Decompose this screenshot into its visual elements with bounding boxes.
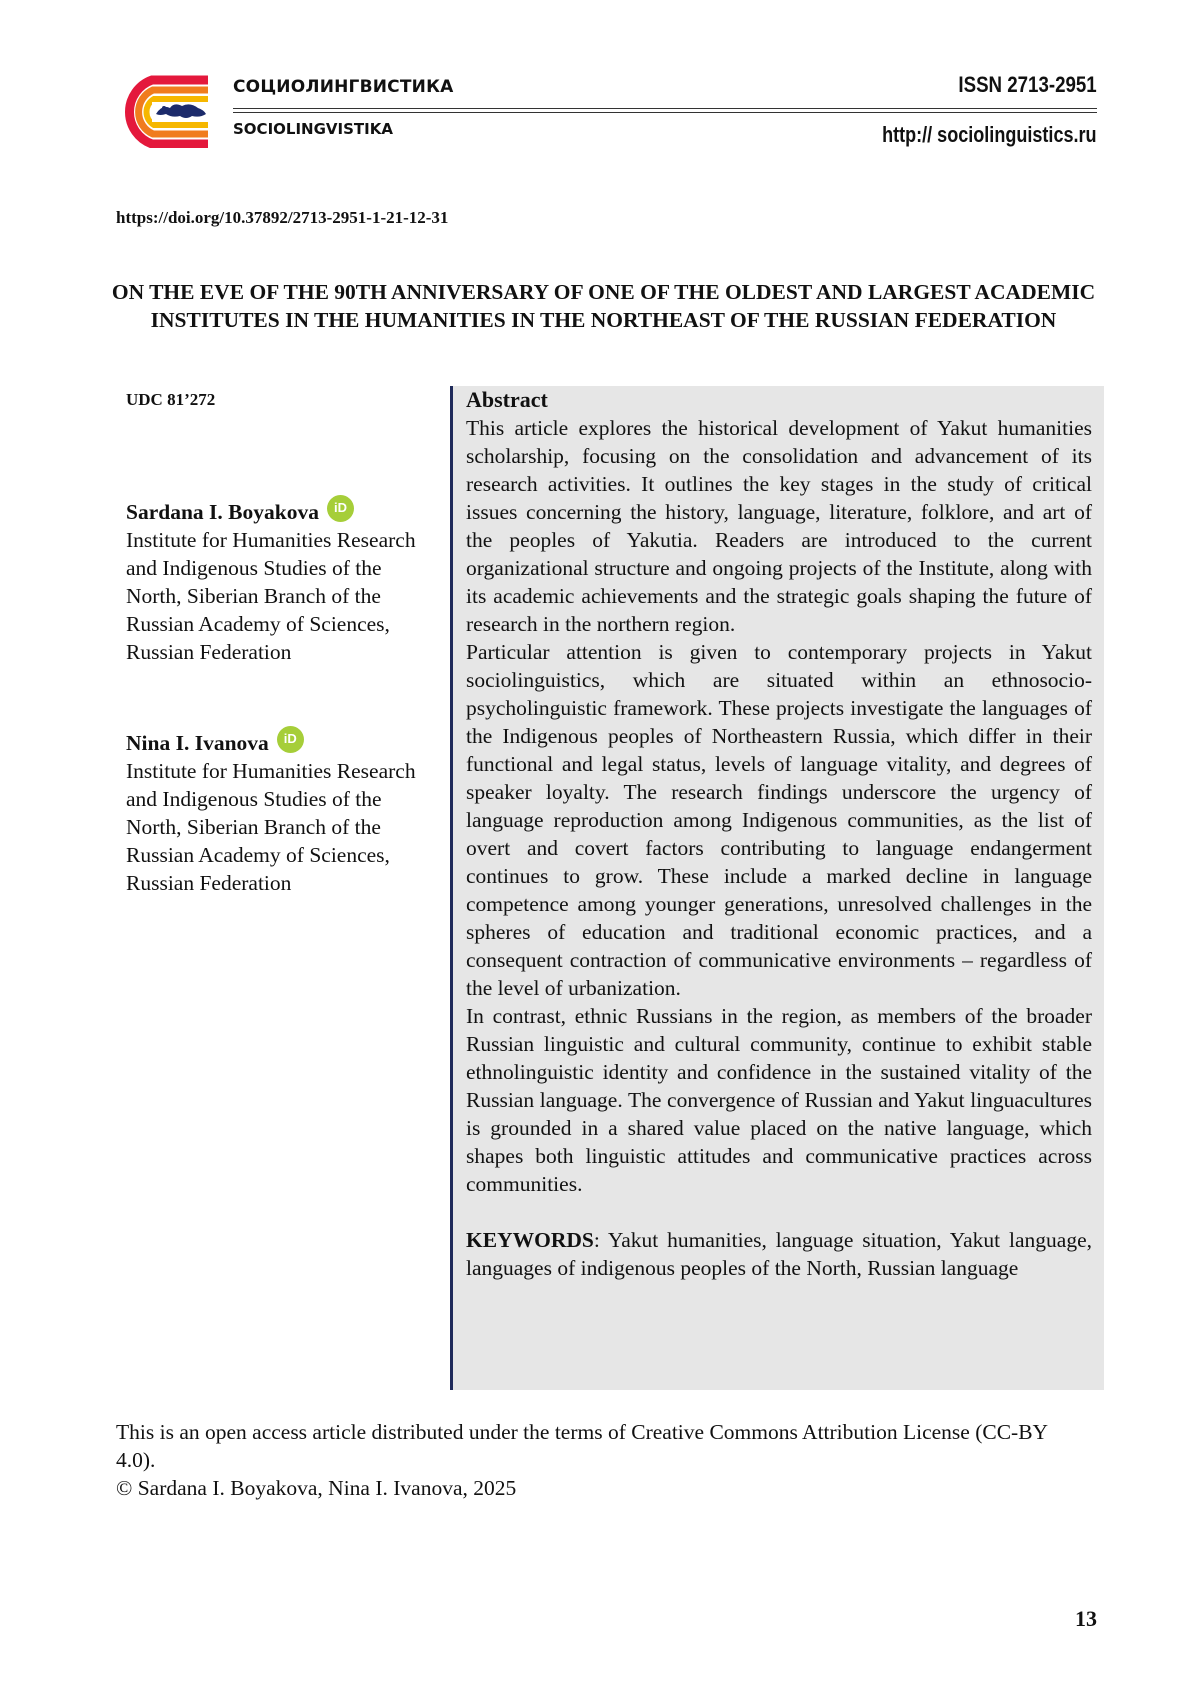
journal-url[interactable]: http:// sociolinguistics.ru	[882, 122, 1097, 147]
header-rule	[233, 108, 1097, 109]
header-rule	[233, 112, 1097, 113]
orcid-icon[interactable]: iD	[277, 726, 304, 753]
author-affiliation: Institute for Humanities Research and Indigenous Studies of the North, Siberian Branch of the Russian Academy of Sciences, Russian Federation	[126, 759, 416, 895]
orcid-icon[interactable]: iD	[327, 495, 354, 522]
keywords-label: KEYWORDS	[466, 1228, 594, 1252]
author-name: Nina I. Ivanova	[126, 731, 269, 755]
abstract-paragraph: Particular attention is given to contemporary projects in Yakut sociolinguistics, which are situated within an ethnosocio-psycholinguistic framework. These projects investigate the languages of the Indigenous peoples of Northeastern Russia, which differ in their functional and legal status, levels of language vitality, and degrees of speaker loyalty. The research findings underscore the urgency of language reproduction among Indigenous communities, as the list of overt and covert factors contributing to language endangerment continues to grow. These include a marked decline in language competence among younger generations, unresolved challenges in the spheres of education and traditional economic practices, and a consequent contraction of communicative environments – regardless of the level of urbanization.	[466, 640, 1092, 1000]
abstract-paragraph: In contrast, ethnic Russians in the region, as members of the broader Russian linguistic and cultural community, continue to exhibit stable ethnolinguistic identity and confidence in the sustained vitality of the Russian language. The convergence of Russian and Yakut linguacultures is grounded in a shared value placed on the native language, which shapes both linguistic attitudes and communicative practices across communities.	[466, 1004, 1092, 1196]
abstract-box	[450, 386, 1104, 1390]
journal-name-ru: СОЦИОЛИНГВИСТИКА	[233, 77, 454, 97]
author-name: Sardana I. Boyakova	[126, 500, 319, 524]
doi-link[interactable]: https://doi.org/10.37892/2713-2951-1-21-12-31	[116, 208, 449, 227]
license-note	[116, 1418, 1056, 1502]
udc-code: UDC 81’272	[126, 390, 216, 409]
journal-name-en: SOCIOLINGVISTIKA	[233, 120, 393, 138]
page-number: 13	[1075, 1606, 1097, 1631]
journal-logo	[112, 74, 212, 148]
copyright-text: © Sardana I. Boyakova, Nina I. Ivanova, 2025	[116, 1476, 517, 1500]
keywords-text: : Yakut humanities, language situation, Yakut language, languages of indigenous peoples of the North, Russian language	[466, 1228, 1092, 1280]
license-text: This is an open access article distributed under the terms of Creative Commons Attribution License (CC-BY 4.0).	[116, 1420, 1048, 1472]
author-block	[126, 498, 426, 666]
keywords	[466, 1226, 1092, 1282]
article-title: ON THE EVE OF THE 90TH ANNIVERSARY OF ONE OF THE OLDEST AND LARGEST ACADEMIC INSTITUTES IN THE HUMANITIES IN THE NORTHEAST OF THE RUSSIAN FEDERATION	[111, 280, 1096, 332]
author-affiliation: Institute for Humanities Research and Indigenous Studies of the North, Siberian Branch of the Russian Academy of Sciences, Russian Federation	[126, 528, 416, 664]
author-block	[126, 729, 426, 897]
issn: ISSN 2713-2951	[958, 72, 1097, 97]
abstract-heading: Abstract	[466, 387, 548, 412]
abstract-paragraph: This article explores the historical development of Yakut humanities scholarship, focusing on the consolidation and advancement of its research activities. It outlines the key stages in the study of critical issues concerning the history, language, literature, folklore, and art of the peoples of Yakutia. Readers are introduced to the current organizational structure and ongoing projects of the Institute, along with its academic achievements and the strategic goals shaping the future of research in the northern region.	[466, 416, 1092, 636]
